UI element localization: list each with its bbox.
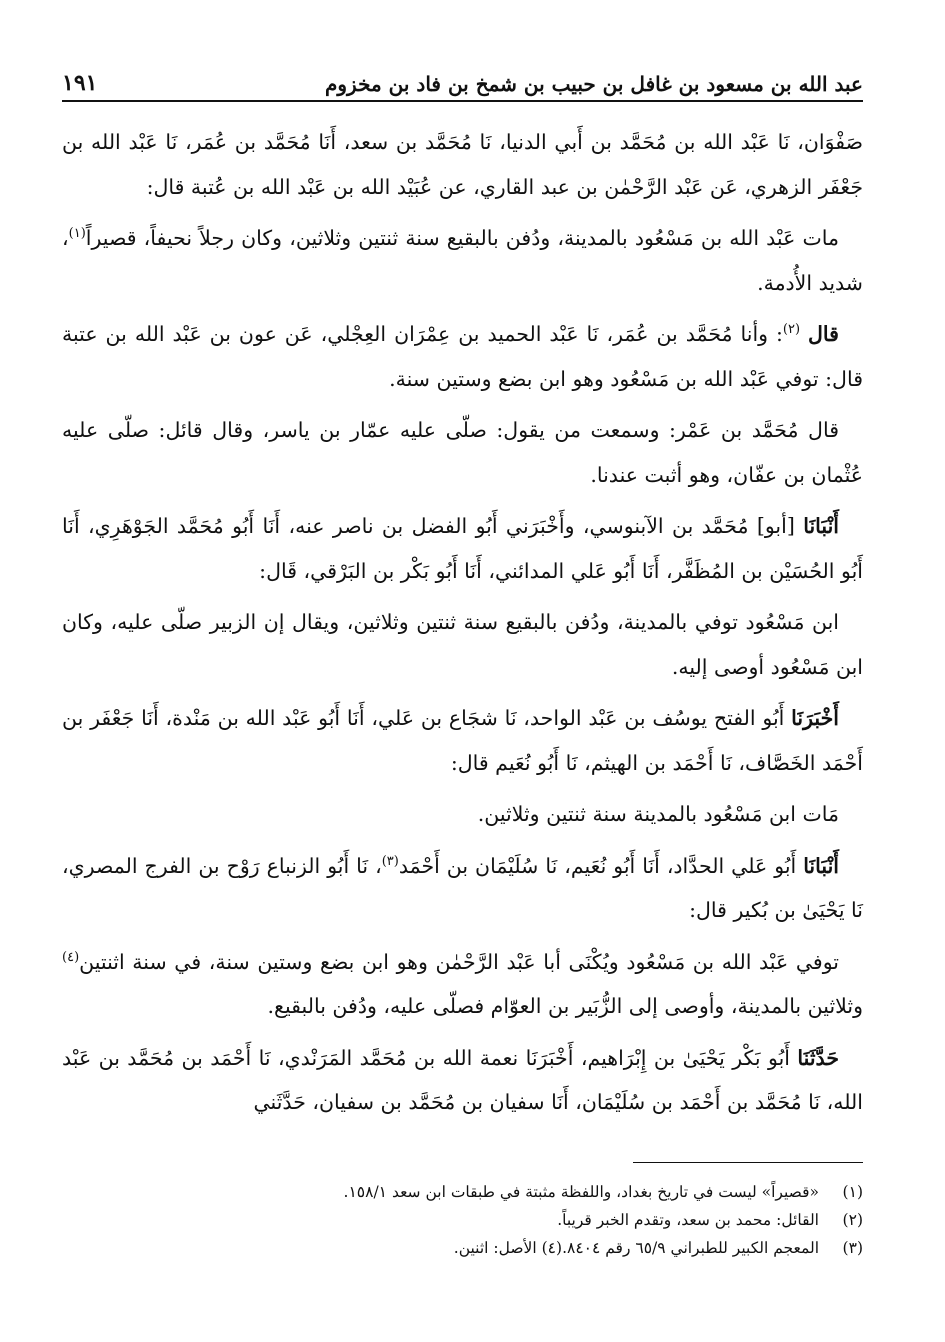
footnote-marker: (٢) xyxy=(782,322,801,338)
paragraph-text: أَبُو الفتح يوسُف بن عَبْد الواحد، نَا شجَاع بن عَلي، أَنَا أَبُو عَبْد الله بن مَنْدة، أَنَا جَعْفَر بن أَحْمَد الخَصَّاف، نَا أَحْمَد بن الهيثم، نَا أَبُو نُعَيم قال: xyxy=(62,706,863,775)
paragraph xyxy=(62,696,863,785)
narration-keyword: أَنْبَانَا xyxy=(803,853,839,878)
footnote-marker: (٤) xyxy=(62,949,80,965)
paragraph-text: صَفْوَان، نَا عَبْد الله بن مُحَمَّد بن أَبي الدنيا، نَا مُحَمَّد بن سعد، أَنَا مُحَمَّد بن عُمَر، نَا عَبْد الله بن جَعْفَر الزهري، عَن عَبْد الرَّحْمٰن بن عبد القاري، عن عُبَيْد الله بن عَبْد الله بن عُتبة قال: xyxy=(62,130,863,199)
main-text xyxy=(62,120,863,1125)
narration-keyword: قال xyxy=(808,322,839,346)
running-title: عبد الله بن مسعود بن غافل بن حبيب بن شمخ بن فاد بن مخزوم xyxy=(325,72,863,96)
footnote xyxy=(562,1234,863,1262)
footnotes xyxy=(62,1178,863,1262)
footnote-text: القائل: محمد بن سعد، وتقدم الخبر قريباً. xyxy=(557,1211,819,1229)
footnote xyxy=(454,1234,562,1262)
footnote-text: الأصل: اثنين. xyxy=(453,1239,537,1257)
footnote-number: (٣) xyxy=(842,1239,863,1257)
footnote-marker: (٣) xyxy=(381,853,399,869)
paragraph xyxy=(62,940,863,1029)
narration-keyword: أَنْبَانَا xyxy=(803,514,839,538)
paragraph xyxy=(62,844,863,933)
footnote-number: (٢) xyxy=(842,1211,863,1229)
page-header xyxy=(62,64,863,102)
narration-keyword: حَدَّثَنَا xyxy=(797,1045,839,1070)
footnote-text: المعجم الكبير للطبراني ٦٥/٩ رقم ٨٤٠٤. xyxy=(562,1239,819,1257)
paragraph-text: مات عَبْد الله بن مَسْعُود بالمدينة، ودُفن بالبقيع سنة ثنتين وثلاثين، وكان رجلاً نحيفاً، قصيراً xyxy=(85,226,839,250)
footnote-pair xyxy=(62,1234,863,1262)
paragraph-text: أَبُو عَلي الحدَّاد، أَنَا أَبُو نُعَيم، نَا سُلَيْمَان بن أَحْمَد xyxy=(398,853,797,878)
paragraph-text: : وأنا مُحَمَّد بن عُمَر، نَا عَبْد الحميد بن عِمْرَان العِجْلي، عَن عون بن عَبْد الله بن عتبة قال: توفي عَبْد الله بن مَسْعُود وهو ابن بضع وستين سنة. xyxy=(62,322,863,391)
footnote-separator xyxy=(633,1162,863,1163)
paragraph-text: توفي عَبْد الله بن مَسْعُود ويُكْنَى أبا عَبْد الرَّحْمٰن وهو ابن بضع وستين سنة، في سنة اثنتين xyxy=(79,949,839,974)
paragraph xyxy=(62,120,863,209)
paragraph xyxy=(62,312,863,401)
paragraph-text: ابن مَسْعُود توفي بالمدينة، ودُفن بالبقيع سنة ثنتين وثلاثين، ويقال إن الزبير صلّى عليه، وكان ابن مَسْعُود أوصى إليه. xyxy=(62,610,863,679)
paragraph xyxy=(62,504,863,593)
paragraph-text-tail: ، شديد الأُدمة. xyxy=(62,226,863,295)
paragraph-text: مَات ابن مَسْعُود بالمدينة سنة ثنتين وثلاثين. xyxy=(477,802,839,826)
paragraph-text: [أبو] مُحَمَّد بن الآبنوسي، وأَخْبَرَني أَبُو الفضل بن ناصر عنه، أَنَا أَبُو مُحَمَّد الجَوْهَرِي، أَنَا أَبُو الحُسَيْن بن المُظَفَّر، أَنَا أَبُو عَلي المدائني، أَنَا أَبُو بَكْر بن البَرْقي، قَال: xyxy=(62,514,863,583)
footnote-text: «قصيراً» ليست في تاريخ بغداد، واللفظة مثبتة في طبقات ابن سعد ١٥٨/١. xyxy=(343,1183,819,1201)
paragraph xyxy=(62,216,863,305)
paragraph xyxy=(62,1036,863,1125)
paragraph xyxy=(62,408,863,497)
paragraph-text: قال مُحَمَّد بن عَمْر: وسمعت من يقول: صلّى عليه عمّار بن ياسر، وقال قائل: صلّى عليه عُثْمان بن عفّان، وهو أثبت عندنا. xyxy=(62,418,863,487)
paragraph xyxy=(62,792,863,837)
paragraph-text: أَبُو بَكْر يَحْيَىٰ بن إِبْرَاهيم، أَخْبَرَنَا نعمة الله بن مُحَمَّد المَرَنْدي، نَا أَحْمَد بن مُحَمَّد بن عَبْد الله، نَا مُحَمَّد بن أَحْمَد بن سُلَيْمَان، أَنَا سفيان بن مُحَمَّد بن سفيان، حَدَّثَني xyxy=(62,1045,863,1114)
footnote-marker: (١) xyxy=(68,226,86,242)
paragraph-text-tail: ، نَا أَبُو الزنباع رَوْح بن الفرج المصري، نَا يَحْيَىٰ بن بُكير قال: xyxy=(62,853,863,922)
footnote-number: (٤) xyxy=(541,1239,563,1257)
footnote xyxy=(62,1206,863,1234)
footnote-number: (١) xyxy=(842,1183,863,1201)
paragraph xyxy=(62,600,863,689)
page-number: ١٩١ xyxy=(62,70,98,96)
paragraph-text-tail: وثلاثين بالمدينة، وأوصى إلى الزُّبَير بن العوّام فصلّى عليه، ودُفن بالبقيع. xyxy=(267,994,863,1018)
footnote xyxy=(62,1178,863,1206)
narration-keyword: أَخْبَرَنَا xyxy=(791,706,839,730)
